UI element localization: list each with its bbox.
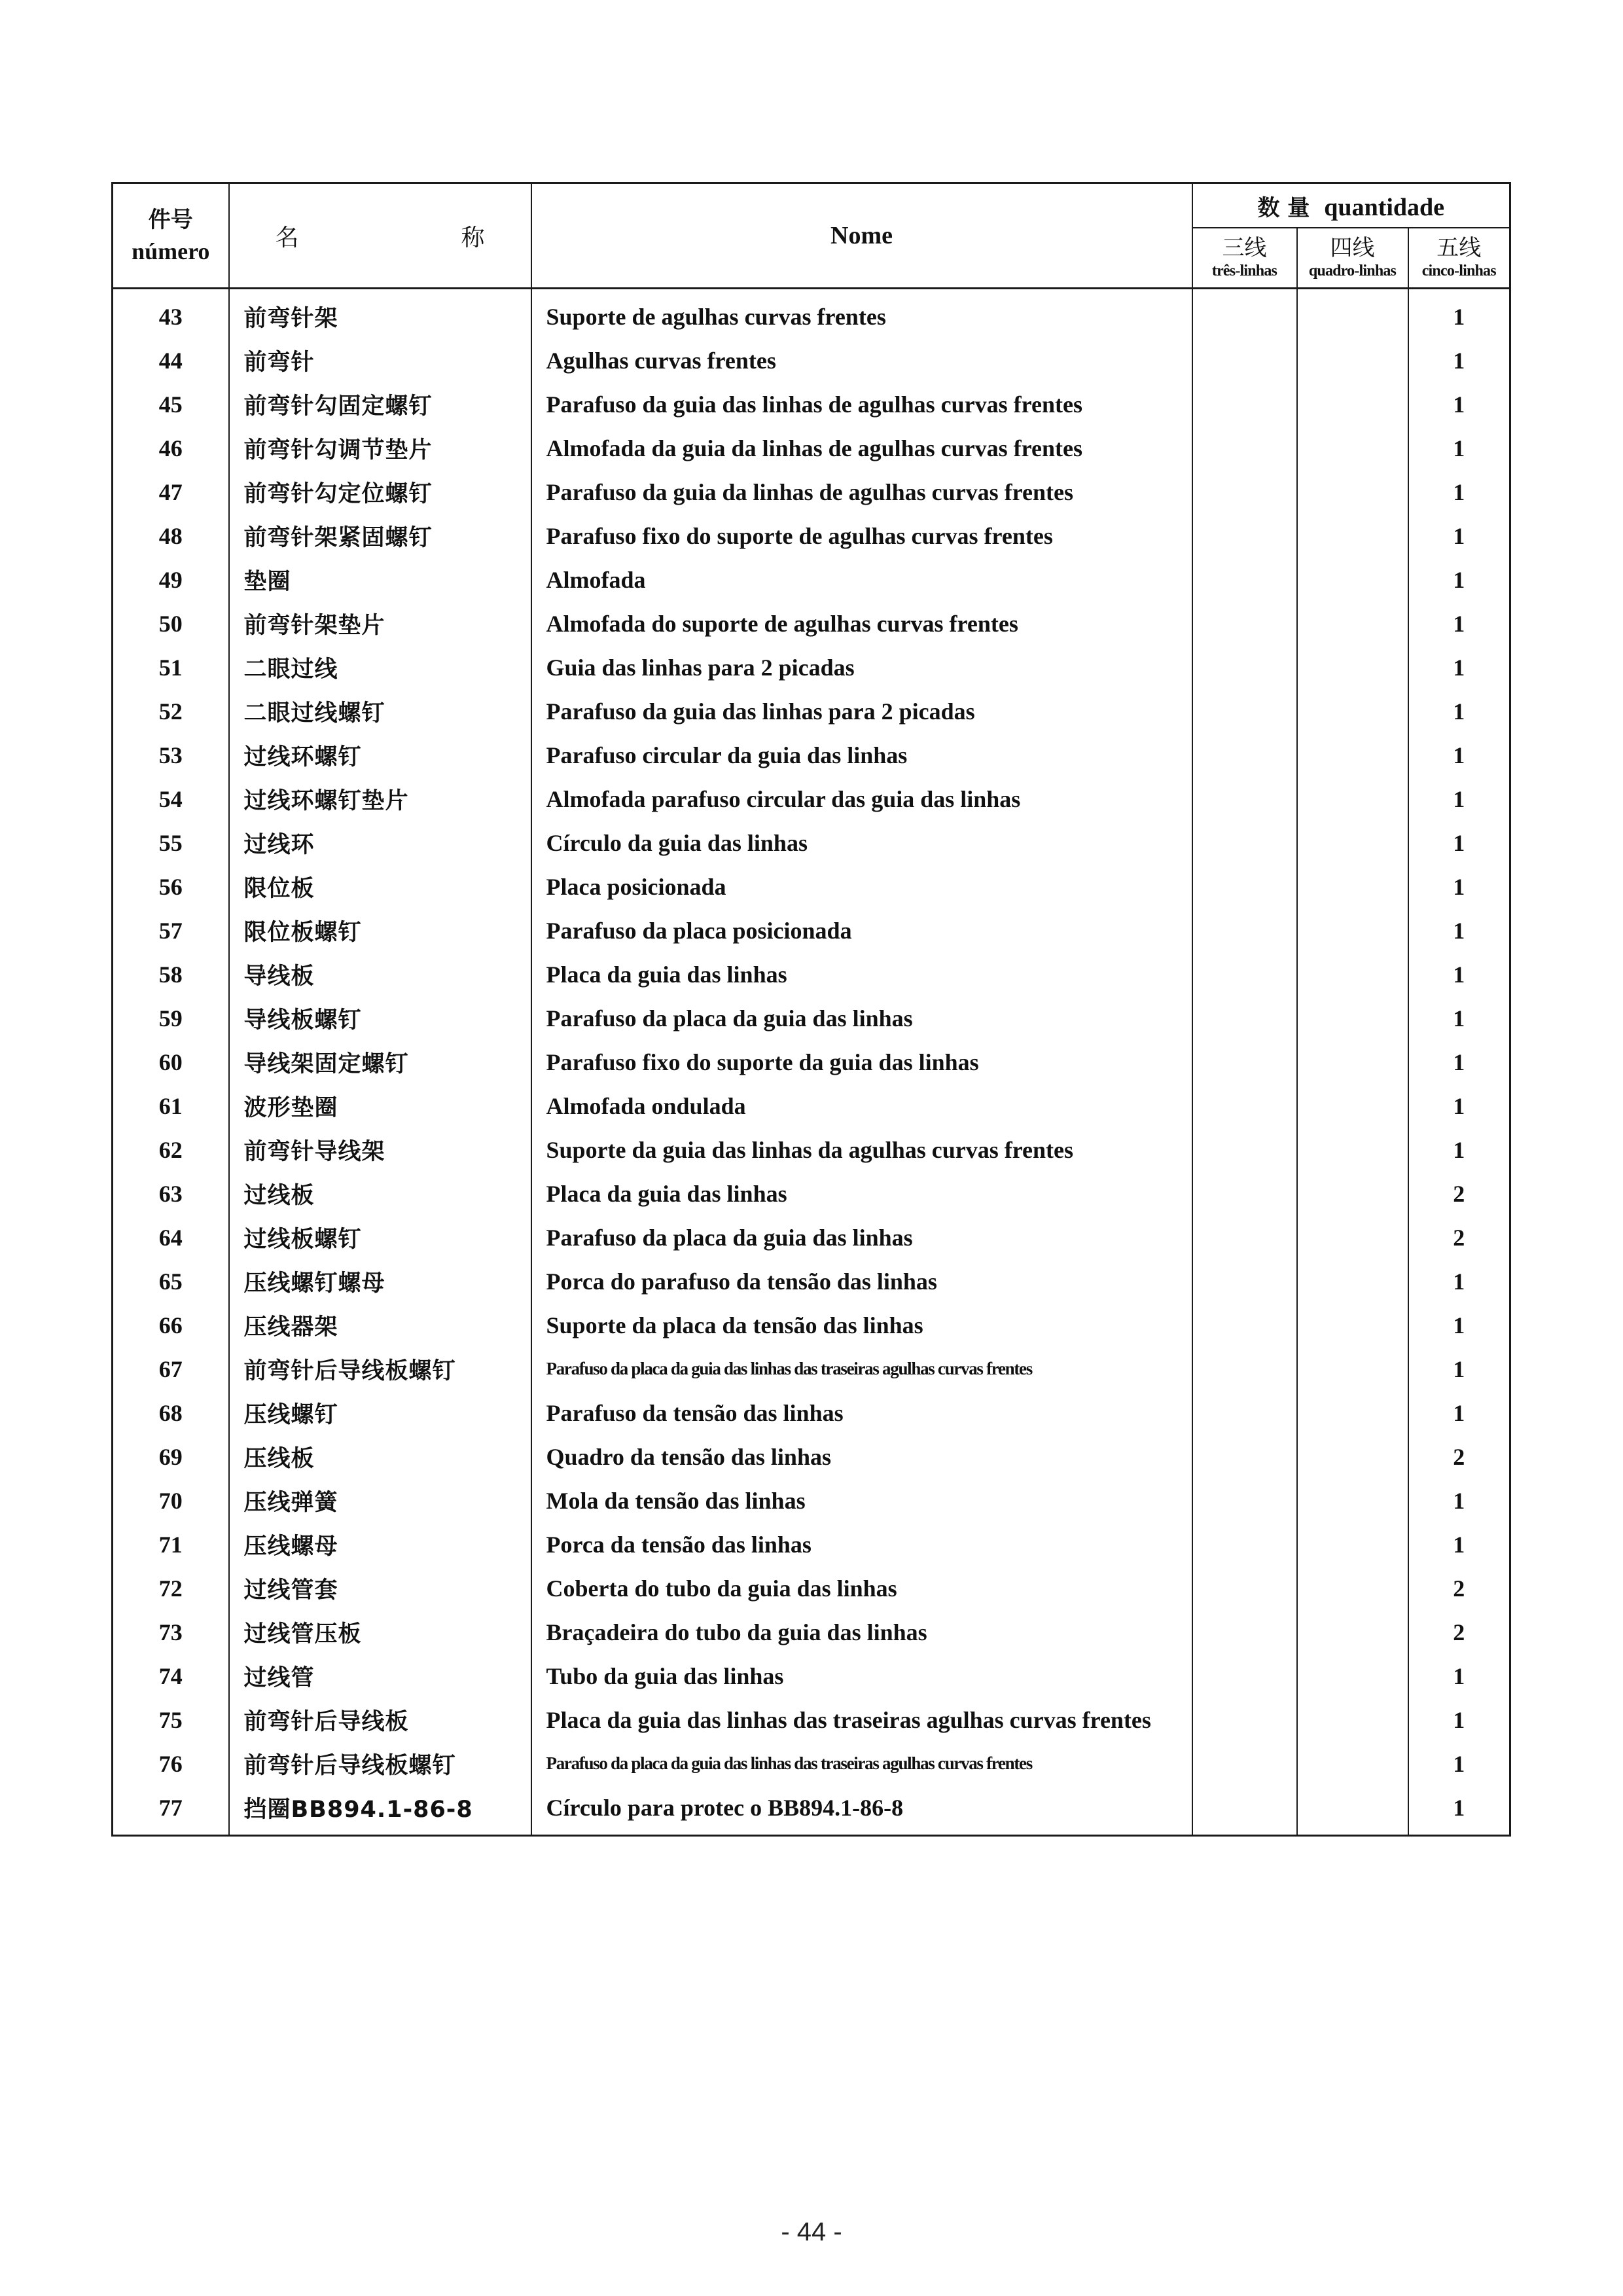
qty-three-lines xyxy=(1192,1742,1297,1785)
qty-four-lines xyxy=(1297,645,1408,689)
qty-five-lines: 1 xyxy=(1408,470,1510,514)
part-number: 55 xyxy=(113,821,229,865)
qty-five-lines: 1 xyxy=(1408,601,1510,645)
part-number: 56 xyxy=(113,865,229,908)
qty-five-lines: 1 xyxy=(1408,1522,1510,1566)
qty-four-lines xyxy=(1297,1259,1408,1303)
qty-five-lines: 1 xyxy=(1408,821,1510,865)
qty-four-lines xyxy=(1297,1479,1408,1522)
table-row xyxy=(113,1084,1510,1128)
table-body xyxy=(113,289,1510,1836)
qty-five-lines: 1 xyxy=(1408,295,1510,338)
table-row xyxy=(113,338,1510,382)
part-name-cn: 压线弹簧 xyxy=(229,1479,531,1522)
part-name-pt: Coberta do tubo da guia das linhas xyxy=(531,1566,1192,1610)
qty-four-lines xyxy=(1297,1742,1408,1785)
qty-five-lines: 1 xyxy=(1408,865,1510,908)
part-name-pt: Suporte da placa da tensão das linhas xyxy=(531,1303,1192,1347)
part-name-cn: 垫圈 xyxy=(229,558,531,601)
qty-three-lines xyxy=(1192,514,1297,558)
qty-five-lines: 1 xyxy=(1408,1785,1510,1836)
part-name-cn: 限位板 xyxy=(229,865,531,908)
part-number: 76 xyxy=(113,1742,229,1785)
qty-four-lines xyxy=(1297,1303,1408,1347)
qty-five-lines: 1 xyxy=(1408,558,1510,601)
qty-four-lines xyxy=(1297,908,1408,952)
part-number: 58 xyxy=(113,952,229,996)
part-number: 43 xyxy=(113,295,229,338)
table-row xyxy=(113,821,1510,865)
qty-five-lines: 1 xyxy=(1408,777,1510,821)
table-row xyxy=(113,1698,1510,1742)
table-row xyxy=(113,733,1510,777)
qty-four-lines xyxy=(1297,1084,1408,1128)
part-name-pt: Almofada xyxy=(531,558,1192,601)
table-row xyxy=(113,1259,1510,1303)
part-name-cn: 过线管套 xyxy=(229,1566,531,1610)
header-four-lines xyxy=(1297,228,1408,289)
table-row xyxy=(113,689,1510,733)
part-number: 70 xyxy=(113,1479,229,1522)
part-number: 46 xyxy=(113,426,229,470)
part-name-cn: 前弯针勾定位螺钉 xyxy=(229,470,531,514)
part-name-cn: 过线管 xyxy=(229,1654,531,1698)
qty-four-lines xyxy=(1297,338,1408,382)
qty-three-lines xyxy=(1192,1040,1297,1084)
part-number: 47 xyxy=(113,470,229,514)
qty-three-lines xyxy=(1192,733,1297,777)
qty-three-lines xyxy=(1192,1522,1297,1566)
table-row xyxy=(113,908,1510,952)
qty-five-lines: 1 xyxy=(1408,1040,1510,1084)
qty-five-lines: 1 xyxy=(1408,1084,1510,1128)
header-three-lines-cn: 三线 xyxy=(1222,235,1267,261)
qty-three-lines xyxy=(1192,1215,1297,1259)
header-three-lines-pt: três-linhas xyxy=(1211,262,1277,279)
table-row xyxy=(113,1522,1510,1566)
part-number: 72 xyxy=(113,1566,229,1610)
part-name-pt: Parafuso da placa da guia das linhas das traseiras agulhas curvas frentes xyxy=(531,1347,1192,1391)
table-row xyxy=(113,514,1510,558)
qty-five-lines: 1 xyxy=(1408,1303,1510,1347)
part-name-pt: Círculo da guia das linhas xyxy=(531,821,1192,865)
qty-five-lines: 1 xyxy=(1408,908,1510,952)
table-row xyxy=(113,1654,1510,1698)
part-name-cn: 前弯针架 xyxy=(229,295,531,338)
part-name-pt: Almofada parafuso circular das guia das linhas xyxy=(531,777,1192,821)
qty-four-lines xyxy=(1297,777,1408,821)
qty-four-lines xyxy=(1297,1698,1408,1742)
qty-five-lines: 1 xyxy=(1408,426,1510,470)
header-quantity-pt: quantidade xyxy=(1324,193,1445,221)
part-number: 48 xyxy=(113,514,229,558)
part-name-pt: Suporte de agulhas curvas frentes xyxy=(531,295,1192,338)
qty-three-lines xyxy=(1192,295,1297,338)
table-row xyxy=(113,426,1510,470)
part-number: 60 xyxy=(113,1040,229,1084)
qty-four-lines xyxy=(1297,470,1408,514)
part-name-pt: Braçadeira do tubo da guia das linhas xyxy=(531,1610,1192,1654)
part-name-cn: 压线板 xyxy=(229,1435,531,1479)
part-number: 50 xyxy=(113,601,229,645)
table-row xyxy=(113,1435,1510,1479)
part-name-cn: 前弯针架紧固螺钉 xyxy=(229,514,531,558)
qty-three-lines xyxy=(1192,689,1297,733)
qty-five-lines: 1 xyxy=(1408,952,1510,996)
qty-four-lines xyxy=(1297,952,1408,996)
qty-three-lines xyxy=(1192,952,1297,996)
qty-three-lines xyxy=(1192,1566,1297,1610)
header-name-cn xyxy=(229,183,531,289)
qty-four-lines xyxy=(1297,426,1408,470)
part-number: 62 xyxy=(113,1128,229,1172)
part-name-pt: Suporte da guia das linhas da agulhas curvas frentes xyxy=(531,1128,1192,1172)
qty-four-lines xyxy=(1297,601,1408,645)
table-row xyxy=(113,865,1510,908)
header-five-lines xyxy=(1408,228,1510,289)
part-name-cn: 压线螺钉 xyxy=(229,1391,531,1435)
part-name-cn: 波形垫圈 xyxy=(229,1084,531,1128)
part-name-cn: 压线器架 xyxy=(229,1303,531,1347)
table-row xyxy=(113,1566,1510,1610)
qty-three-lines xyxy=(1192,777,1297,821)
qty-five-lines: 1 xyxy=(1408,382,1510,426)
qty-five-lines: 1 xyxy=(1408,645,1510,689)
qty-three-lines xyxy=(1192,1347,1297,1391)
qty-three-lines xyxy=(1192,1172,1297,1215)
part-name-pt: Almofada ondulada xyxy=(531,1084,1192,1128)
header-three-lines xyxy=(1192,228,1297,289)
qty-five-lines: 1 xyxy=(1408,338,1510,382)
qty-five-lines: 2 xyxy=(1408,1215,1510,1259)
part-name-cn: 二眼过线螺钉 xyxy=(229,689,531,733)
part-name-pt: Porca da tensão das linhas xyxy=(531,1522,1192,1566)
qty-three-lines xyxy=(1192,1259,1297,1303)
part-name-pt: Quadro da tensão das linhas xyxy=(531,1435,1192,1479)
qty-four-lines xyxy=(1297,295,1408,338)
part-name-pt: Placa da guia das linhas das traseiras agulhas curvas frentes xyxy=(531,1698,1192,1742)
qty-three-lines xyxy=(1192,1479,1297,1522)
part-name-pt: Parafuso da guia das linhas para 2 picadas xyxy=(531,689,1192,733)
part-name-pt: Placa da guia das linhas xyxy=(531,952,1192,996)
part-number: 51 xyxy=(113,645,229,689)
qty-three-lines xyxy=(1192,1698,1297,1742)
table-row xyxy=(113,952,1510,996)
part-name-cn: 二眼过线 xyxy=(229,645,531,689)
qty-three-lines xyxy=(1192,1610,1297,1654)
part-name-cn: 前弯针后导线板螺钉 xyxy=(229,1742,531,1785)
part-name-pt: Placa posicionada xyxy=(531,865,1192,908)
part-name-pt: Parafuso fixo do suporte da guia das linhas xyxy=(531,1040,1192,1084)
part-number: 44 xyxy=(113,338,229,382)
part-name-cn: 前弯针 xyxy=(229,338,531,382)
qty-four-lines xyxy=(1297,689,1408,733)
header-quantity xyxy=(1192,183,1510,228)
qty-five-lines: 2 xyxy=(1408,1435,1510,1479)
header-four-lines-pt: quadro-linhas xyxy=(1308,262,1397,279)
header-number xyxy=(113,183,229,289)
qty-four-lines xyxy=(1297,1040,1408,1084)
table-spacer xyxy=(113,289,1510,295)
qty-four-lines xyxy=(1297,514,1408,558)
qty-five-lines: 2 xyxy=(1408,1566,1510,1610)
part-name-cn: 压线螺母 xyxy=(229,1522,531,1566)
part-name-cn: 限位板螺钉 xyxy=(229,908,531,952)
parts-table xyxy=(111,182,1511,1837)
part-number: 53 xyxy=(113,733,229,777)
part-name-pt: Parafuso da placa posicionada xyxy=(531,908,1192,952)
part-name-pt: Agulhas curvas frentes xyxy=(531,338,1192,382)
part-number: 73 xyxy=(113,1610,229,1654)
qty-four-lines xyxy=(1297,1215,1408,1259)
qty-three-lines xyxy=(1192,1654,1297,1698)
qty-five-lines: 1 xyxy=(1408,733,1510,777)
part-name-pt: Almofada do suporte de agulhas curvas frentes xyxy=(531,601,1192,645)
page-number: - 44 - xyxy=(781,2217,842,2246)
qty-four-lines xyxy=(1297,558,1408,601)
table-row xyxy=(113,1172,1510,1215)
part-name-cn: 前弯针架垫片 xyxy=(229,601,531,645)
part-number: 67 xyxy=(113,1347,229,1391)
part-name-pt: Parafuso da tensão das linhas xyxy=(531,1391,1192,1435)
part-name-cn: 过线环 xyxy=(229,821,531,865)
qty-three-lines xyxy=(1192,1785,1297,1836)
qty-four-lines xyxy=(1297,1522,1408,1566)
qty-four-lines xyxy=(1297,996,1408,1040)
part-name-cn: 前弯针勾调节垫片 xyxy=(229,426,531,470)
table-row xyxy=(113,1742,1510,1785)
table-row xyxy=(113,777,1510,821)
qty-three-lines xyxy=(1192,1435,1297,1479)
table-header xyxy=(113,183,1510,289)
part-name-pt: Tubo da guia das linhas xyxy=(531,1654,1192,1698)
table-row xyxy=(113,1479,1510,1522)
qty-three-lines xyxy=(1192,645,1297,689)
part-name-cn: 前弯针勾固定螺钉 xyxy=(229,382,531,426)
qty-four-lines xyxy=(1297,865,1408,908)
part-name-pt: Guia das linhas para 2 picadas xyxy=(531,645,1192,689)
part-name-cn: 导线架固定螺钉 xyxy=(229,1040,531,1084)
part-name-cn: 前弯针后导线板 xyxy=(229,1698,531,1742)
part-name-cn: 前弯针导线架 xyxy=(229,1128,531,1172)
qty-four-lines xyxy=(1297,382,1408,426)
qty-five-lines: 1 xyxy=(1408,1391,1510,1435)
qty-three-lines xyxy=(1192,558,1297,601)
part-name-pt: Parafuso da guia da linhas de agulhas curvas frentes xyxy=(531,470,1192,514)
header-name-cn-text: 名称 xyxy=(275,224,485,251)
part-name-cn: 过线环螺钉 xyxy=(229,733,531,777)
qty-three-lines xyxy=(1192,470,1297,514)
header-five-lines-cn: 五线 xyxy=(1436,235,1482,261)
part-number: 74 xyxy=(113,1654,229,1698)
qty-five-lines: 1 xyxy=(1408,689,1510,733)
part-name-pt: Parafuso circular da guia das linhas xyxy=(531,733,1192,777)
part-name-cn: 挡圈BB894.1-86-8 xyxy=(229,1785,531,1836)
part-number: 66 xyxy=(113,1303,229,1347)
qty-four-lines xyxy=(1297,1391,1408,1435)
qty-five-lines: 1 xyxy=(1408,1128,1510,1172)
qty-three-lines xyxy=(1192,865,1297,908)
table-row xyxy=(113,295,1510,338)
table-row xyxy=(113,1347,1510,1391)
qty-four-lines xyxy=(1297,1347,1408,1391)
part-name-cn: 压线螺钉螺母 xyxy=(229,1259,531,1303)
qty-five-lines: 2 xyxy=(1408,1172,1510,1215)
table-row xyxy=(113,1303,1510,1347)
part-name-cn: 过线环螺钉垫片 xyxy=(229,777,531,821)
qty-five-lines: 1 xyxy=(1408,1654,1510,1698)
qty-four-lines xyxy=(1297,1654,1408,1698)
qty-five-lines: 2 xyxy=(1408,1610,1510,1654)
part-name-pt: Almofada da guia da linhas de agulhas curvas frentes xyxy=(531,426,1192,470)
qty-four-lines xyxy=(1297,1128,1408,1172)
qty-four-lines xyxy=(1297,821,1408,865)
table-row xyxy=(113,1040,1510,1084)
qty-three-lines xyxy=(1192,1303,1297,1347)
part-name-cn: 过线板螺钉 xyxy=(229,1215,531,1259)
part-name-cn: 前弯针后导线板螺钉 xyxy=(229,1347,531,1391)
part-name-cn: 过线管压板 xyxy=(229,1610,531,1654)
table-row xyxy=(113,470,1510,514)
header-number-pt: número xyxy=(132,238,210,264)
table-row xyxy=(113,382,1510,426)
header-number-cn: 件号 xyxy=(148,207,193,233)
qty-four-lines xyxy=(1297,733,1408,777)
table-row xyxy=(113,601,1510,645)
qty-four-lines xyxy=(1297,1172,1408,1215)
part-name-pt: Parafuso da placa da guia das linhas xyxy=(531,1215,1192,1259)
part-number: 71 xyxy=(113,1522,229,1566)
qty-five-lines: 1 xyxy=(1408,1347,1510,1391)
table-row xyxy=(113,1215,1510,1259)
part-number: 45 xyxy=(113,382,229,426)
qty-three-lines xyxy=(1192,821,1297,865)
qty-four-lines xyxy=(1297,1566,1408,1610)
table-row xyxy=(113,1785,1510,1836)
part-number: 54 xyxy=(113,777,229,821)
qty-three-lines xyxy=(1192,426,1297,470)
qty-five-lines: 1 xyxy=(1408,514,1510,558)
part-name-pt: Parafuso da placa da guia das linhas xyxy=(531,996,1192,1040)
part-number: 57 xyxy=(113,908,229,952)
table-row xyxy=(113,996,1510,1040)
qty-five-lines: 1 xyxy=(1408,1479,1510,1522)
qty-three-lines xyxy=(1192,601,1297,645)
part-number: 69 xyxy=(113,1435,229,1479)
part-name-pt: Parafuso da placa da guia das linhas das traseiras agulhas curvas frentes xyxy=(531,1742,1192,1785)
part-number: 65 xyxy=(113,1259,229,1303)
table-row xyxy=(113,1391,1510,1435)
qty-five-lines: 1 xyxy=(1408,996,1510,1040)
qty-five-lines: 1 xyxy=(1408,1259,1510,1303)
table-row xyxy=(113,645,1510,689)
table-row xyxy=(113,1128,1510,1172)
part-name-cn: 导线板 xyxy=(229,952,531,996)
part-number: 68 xyxy=(113,1391,229,1435)
header-name-pt: Nome xyxy=(531,183,1192,289)
part-number: 75 xyxy=(113,1698,229,1742)
qty-four-lines xyxy=(1297,1610,1408,1654)
qty-three-lines xyxy=(1192,1128,1297,1172)
part-name-pt: Círculo para protec o BB894.1-86-8 xyxy=(531,1785,1192,1836)
part-name-pt: Porca do parafuso da tensão das linhas xyxy=(531,1259,1192,1303)
part-number: 49 xyxy=(113,558,229,601)
header-five-lines-pt: cinco-linhas xyxy=(1421,262,1496,279)
part-name-pt: Parafuso da guia das linhas de agulhas curvas frentes xyxy=(531,382,1192,426)
part-name-cn: 过线板 xyxy=(229,1172,531,1215)
qty-four-lines xyxy=(1297,1785,1408,1836)
header-quantity-cn: 数 量 xyxy=(1257,194,1310,221)
qty-five-lines: 1 xyxy=(1408,1698,1510,1742)
table-row xyxy=(113,1610,1510,1654)
qty-three-lines xyxy=(1192,1391,1297,1435)
qty-three-lines xyxy=(1192,1084,1297,1128)
part-name-pt: Parafuso fixo do suporte de agulhas curvas frentes xyxy=(531,514,1192,558)
part-number: 59 xyxy=(113,996,229,1040)
part-number: 64 xyxy=(113,1215,229,1259)
part-number: 52 xyxy=(113,689,229,733)
part-name-pt: Mola da tensão das linhas xyxy=(531,1479,1192,1522)
part-number: 63 xyxy=(113,1172,229,1215)
qty-three-lines xyxy=(1192,996,1297,1040)
part-name-cn: 导线板螺钉 xyxy=(229,996,531,1040)
qty-four-lines xyxy=(1297,1435,1408,1479)
qty-five-lines: 1 xyxy=(1408,1742,1510,1785)
qty-three-lines xyxy=(1192,338,1297,382)
part-number: 77 xyxy=(113,1785,229,1836)
table-row xyxy=(113,558,1510,601)
part-number: 61 xyxy=(113,1084,229,1128)
qty-three-lines xyxy=(1192,382,1297,426)
qty-three-lines xyxy=(1192,908,1297,952)
part-name-pt: Placa da guia das linhas xyxy=(531,1172,1192,1215)
header-four-lines-cn: 四线 xyxy=(1330,235,1375,261)
